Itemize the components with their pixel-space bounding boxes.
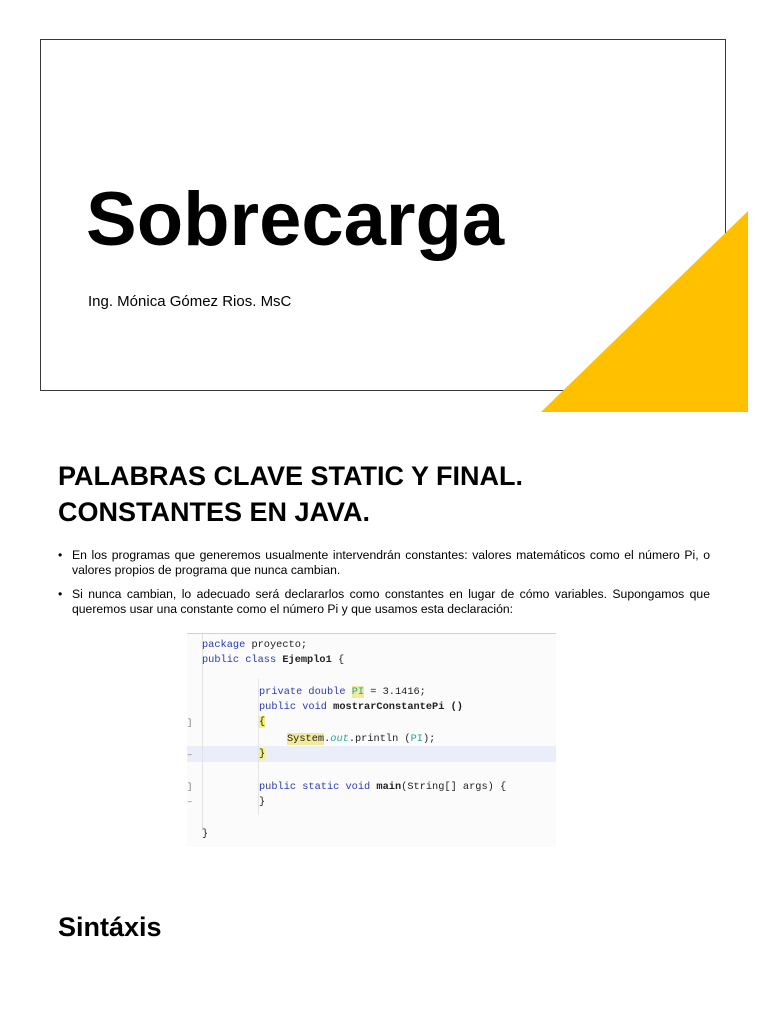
code-line: public class Ejemplo1 { [202, 654, 345, 666]
bullet-text: En los programas que generemos usualmente intervendrán constantes: valores matemáticos como el número Pi, o valores propios de programa que nunca cambian. [72, 548, 710, 577]
bullet-icon: • [58, 587, 63, 601]
code-line: public static void main(String[] args) { [259, 781, 507, 793]
bullet-icon: • [58, 548, 63, 562]
list-item [58, 587, 710, 617]
code-line: } [259, 748, 266, 760]
code-line: { [259, 716, 266, 728]
fold-marker-icon: – [187, 750, 193, 760]
bullet-list [58, 548, 710, 626]
heading-line-1: PALABRAS CLAVE STATIC Y FINAL. [58, 461, 524, 491]
code-line: System.out.println (PI); [287, 733, 436, 745]
code-line: } [202, 828, 209, 840]
code-line: private double PI = 3.1416; [259, 686, 426, 698]
list-item [58, 548, 710, 578]
fold-marker-icon: ] [187, 782, 193, 792]
slide-title: Sobrecarga [86, 177, 505, 262]
fold-marker-icon: ] [187, 718, 193, 728]
syntax-heading: Sintáxis [58, 912, 162, 942]
section-heading [58, 458, 658, 530]
code-line: public void mostrarConstantePi () [259, 701, 463, 713]
accent-triangle [541, 211, 748, 412]
highlighted-line [187, 746, 556, 762]
bullet-text: Si nunca cambian, lo adecuado será declararlos como constantes en lugar de cómo variables. Supongamos que queremos usar una constante como el número Pi y que usamos esta declaración: [72, 587, 710, 616]
fold-marker-icon: – [187, 797, 193, 807]
author-name: Ing. Mónica Gómez Rios. MsC [88, 293, 292, 310]
code-line: package proyecto; [202, 639, 308, 651]
code-screenshot [187, 633, 556, 847]
heading-line-2: CONSTANTES EN JAVA. [58, 497, 371, 527]
code-line: } [259, 796, 266, 808]
